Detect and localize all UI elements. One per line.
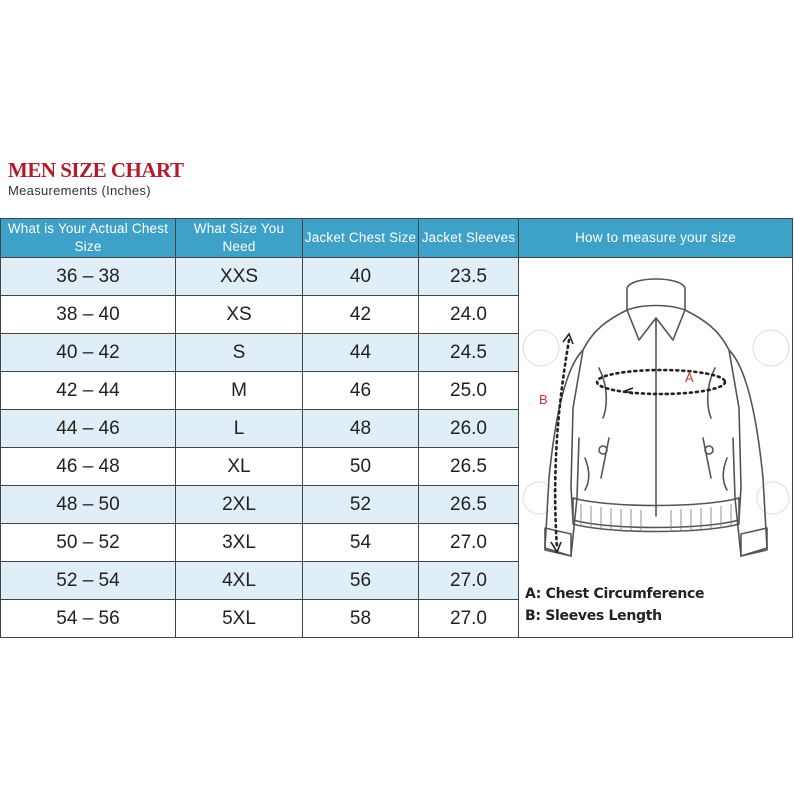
cell-sleeves: 26.5 bbox=[419, 448, 519, 486]
cell-size: 4XL bbox=[176, 562, 303, 600]
size-chart-table bbox=[0, 218, 793, 638]
header-actual-chest: What is Your Actual Chest Size bbox=[1, 219, 176, 258]
cell-sleeves: 27.0 bbox=[419, 524, 519, 562]
header-jacket-sleeves: Jacket Sleeves bbox=[419, 219, 519, 258]
cell-actual-chest: 52 – 54 bbox=[1, 562, 176, 600]
cell-actual-chest: 36 – 38 bbox=[1, 258, 176, 296]
cell-sleeves: 24.0 bbox=[419, 296, 519, 334]
cell-sleeves: 26.0 bbox=[419, 410, 519, 448]
cell-actual-chest: 50 – 52 bbox=[1, 524, 176, 562]
header-jacket-chest: Jacket Chest Size bbox=[303, 219, 419, 258]
cell-actual-chest: 38 – 40 bbox=[1, 296, 176, 334]
cell-jacket-chest: 50 bbox=[303, 448, 419, 486]
cell-actual-chest: 44 – 46 bbox=[1, 410, 176, 448]
cell-size: S bbox=[176, 334, 303, 372]
cell-actual-chest: 48 – 50 bbox=[1, 486, 176, 524]
cell-size: XS bbox=[176, 296, 303, 334]
cell-sleeves: 27.0 bbox=[419, 562, 519, 600]
header-row bbox=[1, 219, 793, 258]
label-b: B bbox=[539, 392, 548, 407]
cell-size: L bbox=[176, 410, 303, 448]
label-a: A bbox=[685, 370, 694, 385]
cell-size: XXS bbox=[176, 258, 303, 296]
cell-actual-chest: 46 – 48 bbox=[1, 448, 176, 486]
jacket-illustration bbox=[519, 258, 793, 638]
cell-size: 5XL bbox=[176, 600, 303, 638]
cell-size: 2XL bbox=[176, 486, 303, 524]
cell-sleeves: 25.0 bbox=[419, 372, 519, 410]
cell-sleeves: 23.5 bbox=[419, 258, 519, 296]
cell-jacket-chest: 48 bbox=[303, 410, 419, 448]
sleeve-measure-marker bbox=[555, 340, 569, 548]
table-row bbox=[1, 258, 793, 296]
cell-actual-chest: 42 – 44 bbox=[1, 372, 176, 410]
jacket-outline bbox=[545, 279, 767, 556]
cell-actual-chest: 40 – 42 bbox=[1, 334, 176, 372]
legend-sleeves-length: B: Sleeves Length bbox=[525, 608, 662, 624]
legend-chest-circumference: A: Chest Circumference bbox=[525, 586, 705, 602]
cell-size: 3XL bbox=[176, 524, 303, 562]
measure-diagram-cell bbox=[519, 258, 793, 638]
cell-jacket-chest: 40 bbox=[303, 258, 419, 296]
chart-subtitle: Measurements (Inches) bbox=[8, 183, 151, 198]
cell-jacket-chest: 58 bbox=[303, 600, 419, 638]
cell-size: XL bbox=[176, 448, 303, 486]
cell-jacket-chest: 56 bbox=[303, 562, 419, 600]
cell-jacket-chest: 42 bbox=[303, 296, 419, 334]
cell-sleeves: 26.5 bbox=[419, 486, 519, 524]
cell-jacket-chest: 52 bbox=[303, 486, 419, 524]
chest-measure-marker bbox=[597, 370, 725, 394]
cell-sleeves: 27.0 bbox=[419, 600, 519, 638]
header-size-needed: What Size You Need bbox=[176, 219, 303, 258]
cell-sleeves: 24.5 bbox=[419, 334, 519, 372]
cell-size: M bbox=[176, 372, 303, 410]
chart-title: MEN SIZE CHART bbox=[8, 158, 184, 182]
cell-jacket-chest: 46 bbox=[303, 372, 419, 410]
cell-actual-chest: 54 – 56 bbox=[1, 600, 176, 638]
cell-jacket-chest: 44 bbox=[303, 334, 419, 372]
cell-jacket-chest: 54 bbox=[303, 524, 419, 562]
header-how-to-measure: How to measure your size bbox=[519, 219, 793, 258]
